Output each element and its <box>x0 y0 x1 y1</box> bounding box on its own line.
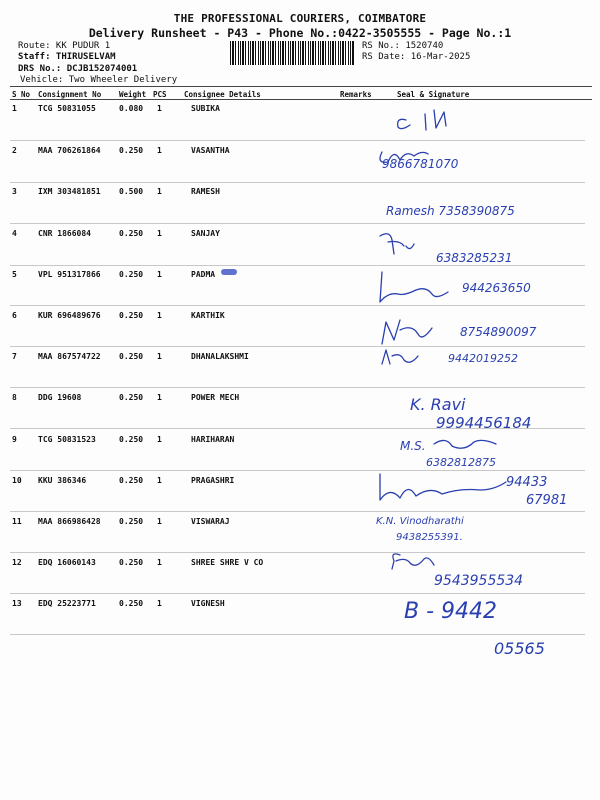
signature-5 <box>370 266 590 308</box>
row-consignment-no: KKU 386346 <box>38 476 87 485</box>
row-consignee: HARIHARAN <box>191 435 235 444</box>
rs-number: RS No.: 1520740 <box>362 41 444 51</box>
signature-7-phone: 9442019252 <box>448 352 518 365</box>
col-pcs: PCS <box>153 90 167 99</box>
row-pcs: 1 <box>157 558 162 567</box>
row-consignee: RAMESH <box>191 187 220 196</box>
signature-10 <box>370 468 590 512</box>
signature-9-name: M.S. <box>400 439 426 453</box>
row-consignment-no: VPL 951317866 <box>38 270 101 279</box>
signature-8-name: K. Ravi <box>410 395 466 414</box>
signature-11-name: K.N. Vinodharathi <box>376 516 464 527</box>
row-pcs: 1 <box>157 187 162 196</box>
signature-10-phone-a: 94433 <box>506 475 548 490</box>
header-top-rule <box>10 86 592 87</box>
signature-2 <box>370 140 590 182</box>
row-sno: 2 <box>12 146 17 155</box>
row-weight: 0.080 <box>119 104 144 113</box>
signature-4-phone: 6383285231 <box>436 251 513 265</box>
row-consignment-no: EDQ 25223771 <box>38 599 96 608</box>
signature-2-phone: 9866781070 <box>382 157 459 171</box>
signature-4 <box>370 226 590 266</box>
row-weight: 0.250 <box>119 352 144 361</box>
col-weight: Weight <box>119 90 147 99</box>
row-weight: 0.250 <box>119 146 144 155</box>
signature-7 <box>370 344 590 372</box>
row-sno: 11 <box>12 517 22 526</box>
row-weight: 0.250 <box>119 599 144 608</box>
row-consignment-no: MAA 867574722 <box>38 352 101 361</box>
row-weight: 0.250 <box>119 270 144 279</box>
row-pcs: 1 <box>157 476 162 485</box>
col-signature: Seal & Signature <box>397 90 470 99</box>
row-sno: 7 <box>12 352 17 361</box>
row-sno: 13 <box>12 599 22 608</box>
row-pcs: 1 <box>157 393 162 402</box>
row-consignment-no: IXM 303481851 <box>38 187 101 196</box>
row-pcs: 1 <box>157 435 162 444</box>
signature-3 <box>370 195 590 225</box>
row-consignee: KARTHIK <box>191 311 225 320</box>
row-pcs: 1 <box>157 311 162 320</box>
row-consignment-no: EDQ 16060143 <box>38 558 96 567</box>
row-consignee: DHANALAKSHMI <box>191 352 249 361</box>
signature-13 <box>370 592 590 662</box>
row-weight: 0.250 <box>119 517 144 526</box>
signature-8 <box>370 388 590 433</box>
signature-9-phone: 6382812875 <box>426 456 496 469</box>
signature-11-phone: 9438255391. <box>396 532 463 543</box>
row-sno: 8 <box>12 393 17 402</box>
row-consignee: SUBIKA <box>191 104 220 113</box>
row-consignment-no: TCG 50831055 <box>38 104 96 113</box>
row-consignee: VASANTHA <box>191 146 230 155</box>
row-weight: 0.250 <box>119 311 144 320</box>
row-consignment-no: TCG 50831523 <box>38 435 96 444</box>
row-weight: 0.250 <box>119 393 144 402</box>
barcode <box>230 41 354 65</box>
redaction-scribble <box>221 269 237 275</box>
col-consignment: Consignment No <box>38 90 102 99</box>
row-consignee: SANJAY <box>191 229 220 238</box>
row-pcs: 1 <box>157 352 162 361</box>
row-pcs: 1 <box>157 104 162 113</box>
row-weight: 0.250 <box>119 476 144 485</box>
row-pcs: 1 <box>157 146 162 155</box>
row-weight: 0.250 <box>119 435 144 444</box>
row-sno: 9 <box>12 435 17 444</box>
col-remarks: Remarks <box>340 90 372 99</box>
signature-5-phone: 944263650 <box>462 281 531 295</box>
runsheet-title: Delivery Runsheet - P43 - Phone No.:0422-3505555 - Page No.:1 <box>88 26 512 40</box>
signature-9 <box>370 430 590 468</box>
signature-8-phone: 9994456184 <box>436 414 532 432</box>
signature-13-phone-b: 05565 <box>494 639 545 658</box>
signature-11 <box>370 508 590 544</box>
row-pcs: 1 <box>157 229 162 238</box>
row-weight: 0.250 <box>119 558 144 567</box>
row-sno: 5 <box>12 270 17 279</box>
staff-label: Staff: THIRUSELVAM <box>18 52 116 62</box>
row-sno: 12 <box>12 558 22 567</box>
drs-number: DRS No.: DCJB152074001 <box>18 64 138 74</box>
rs-date: RS Date: 16-Mar-2025 <box>362 52 471 62</box>
row-consignment-no: MAA 706261864 <box>38 146 101 155</box>
row-consignee: VISWARAJ <box>191 517 230 526</box>
row-consignee: PRAGASHRI <box>191 476 235 485</box>
row-sno: 4 <box>12 229 17 238</box>
company-title: THE PROFESSIONAL COURIERS, COIMBATORE <box>173 12 427 25</box>
signature-1 <box>370 100 590 140</box>
row-divider <box>10 182 585 183</box>
row-sno: 10 <box>12 476 22 485</box>
signature-12-phone: 9543955534 <box>434 573 524 589</box>
row-consignment-no: KUR 696489676 <box>38 311 101 320</box>
row-consignment-no: DDG 19608 <box>38 393 82 402</box>
signature-12 <box>370 545 590 590</box>
col-sno: S No <box>12 90 31 99</box>
row-sno: 1 <box>12 104 17 113</box>
signature-3-text: Ramesh 7358390875 <box>386 204 515 218</box>
row-consignment-no: CNR 1866084 <box>38 229 91 238</box>
signature-13-phone-a: B - 9442 <box>404 599 498 624</box>
row-weight: 0.250 <box>119 229 144 238</box>
row-pcs: 1 <box>157 517 162 526</box>
row-consignee: VIGNESH <box>191 599 225 608</box>
signature-10-phone-b: 67981 <box>526 493 568 508</box>
row-consignment-no: MAA 866986428 <box>38 517 101 526</box>
row-sno: 6 <box>12 311 17 320</box>
row-consignee: SHREE SHRE V CO <box>191 558 264 567</box>
route-label: Route: KK PUDUR 1 <box>18 41 111 51</box>
row-weight: 0.500 <box>119 187 144 196</box>
row-sno: 3 <box>12 187 17 196</box>
row-consignee: PADMA <box>191 270 216 279</box>
signature-6-phone: 8754890097 <box>460 325 537 339</box>
vehicle-label: Vehicle: Two Wheeler Delivery <box>20 75 178 85</box>
row-pcs: 1 <box>157 270 162 279</box>
row-consignee: POWER MECH <box>191 393 240 402</box>
row-pcs: 1 <box>157 599 162 608</box>
col-consignee: Consignee Details <box>184 90 261 99</box>
